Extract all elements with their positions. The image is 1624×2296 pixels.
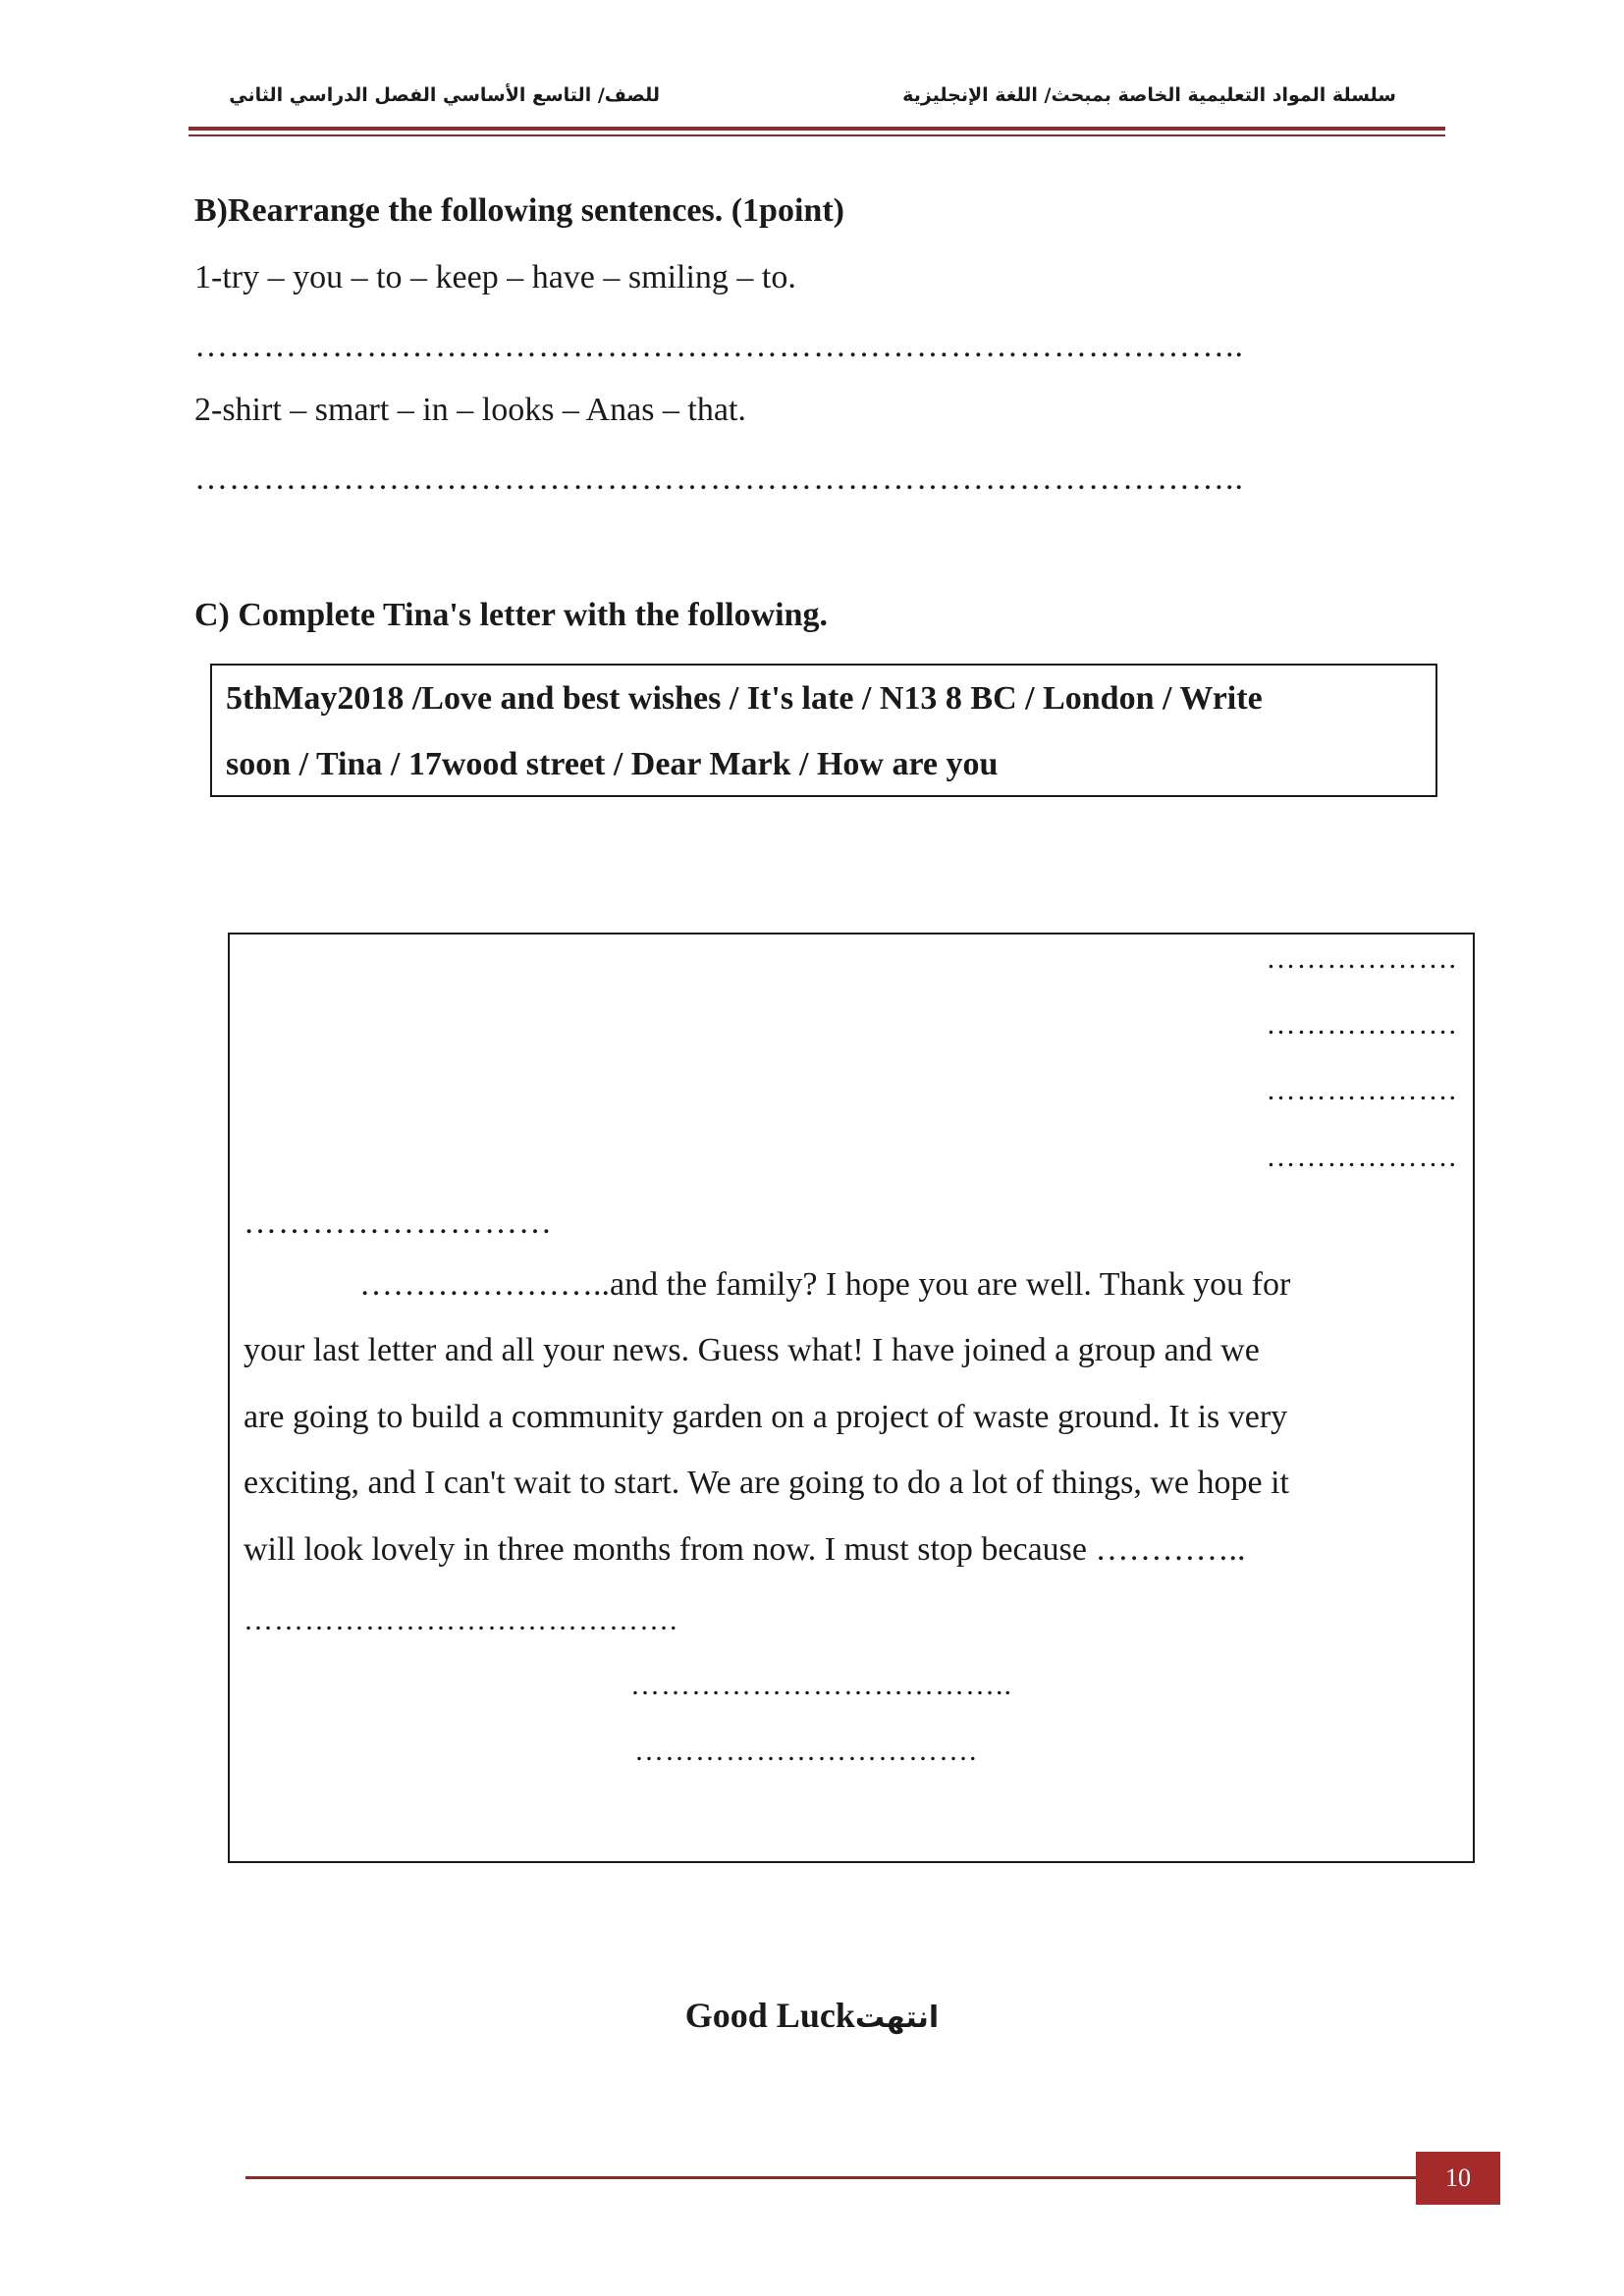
footer-divider	[245, 2176, 1416, 2179]
page-number-badge: 10	[1416, 2152, 1500, 2205]
address-line-2[interactable]: ……………….	[1266, 1008, 1457, 1041]
letter-body-line-5: will look lovely in three months from now. I must stop because …………..	[244, 1531, 1246, 1568]
header-grade-title: للصف/ التاسع الأساسي الفصل الدراسي الثاني	[229, 84, 660, 106]
good-luck-message	[0, 1995, 1624, 2036]
header-series-title: سلسلة المواد التعليمية الخاصة بمبحث/ اللغة الإنجليزية	[902, 84, 1396, 106]
address-line-1[interactable]: ……………….	[1266, 942, 1457, 975]
letter-body-line-2: your last letter and all your news. Guess what! I have joined a group and we	[244, 1332, 1260, 1368]
end-text-ar: انتهت	[854, 2001, 940, 2035]
signoff-line-1[interactable]: ………………………………..	[630, 1669, 1012, 1701]
letter-body-line-3: are going to build a community garden on a project of waste ground. It is very	[244, 1399, 1288, 1435]
answer-line-2[interactable]: ………………………………………………………………………………..	[194, 460, 1244, 497]
letter-body-line-1: …………………..and the family? I hope you are well. Thank you for	[359, 1266, 1291, 1303]
address-line-3[interactable]: ……………….	[1266, 1074, 1457, 1106]
letter-box	[228, 933, 1475, 1863]
rearrange-item-1: 1-try – you – to – keep – have – smiling – to.	[194, 259, 796, 295]
section-c-title: C) Complete Tina's letter with the following.	[194, 597, 829, 633]
word-bank-line-2: soon / Tina / 17wood street / Dear Mark / How are you	[226, 746, 999, 782]
signoff-line-2[interactable]: …………………………….	[634, 1735, 978, 1767]
good-luck-text: Good Luck	[684, 1996, 855, 2035]
word-bank-line-1: 5thMay2018 /Love and best wishes / It's late / N13 8 BC / London / Write	[226, 680, 1263, 717]
greeting-line[interactable]: ………………………	[244, 1204, 553, 1241]
address-line-4[interactable]: ……………….	[1266, 1141, 1457, 1173]
closing-line[interactable]: …………………………………….	[244, 1604, 678, 1636]
section-b-title: B)Rearrange the following sentences. (1point)	[194, 192, 844, 229]
answer-line-1[interactable]: ………………………………………………………………………………..	[194, 328, 1244, 364]
word-bank-box	[210, 664, 1437, 797]
letter-body-line-4: exciting, and I can't wait to start. We are going to do a lot of things, we hope it	[244, 1465, 1290, 1501]
rearrange-item-2: 2-shirt – smart – in – looks – Anas – that.	[194, 392, 746, 428]
header-divider-thin	[189, 134, 1445, 136]
header-divider	[189, 127, 1445, 131]
